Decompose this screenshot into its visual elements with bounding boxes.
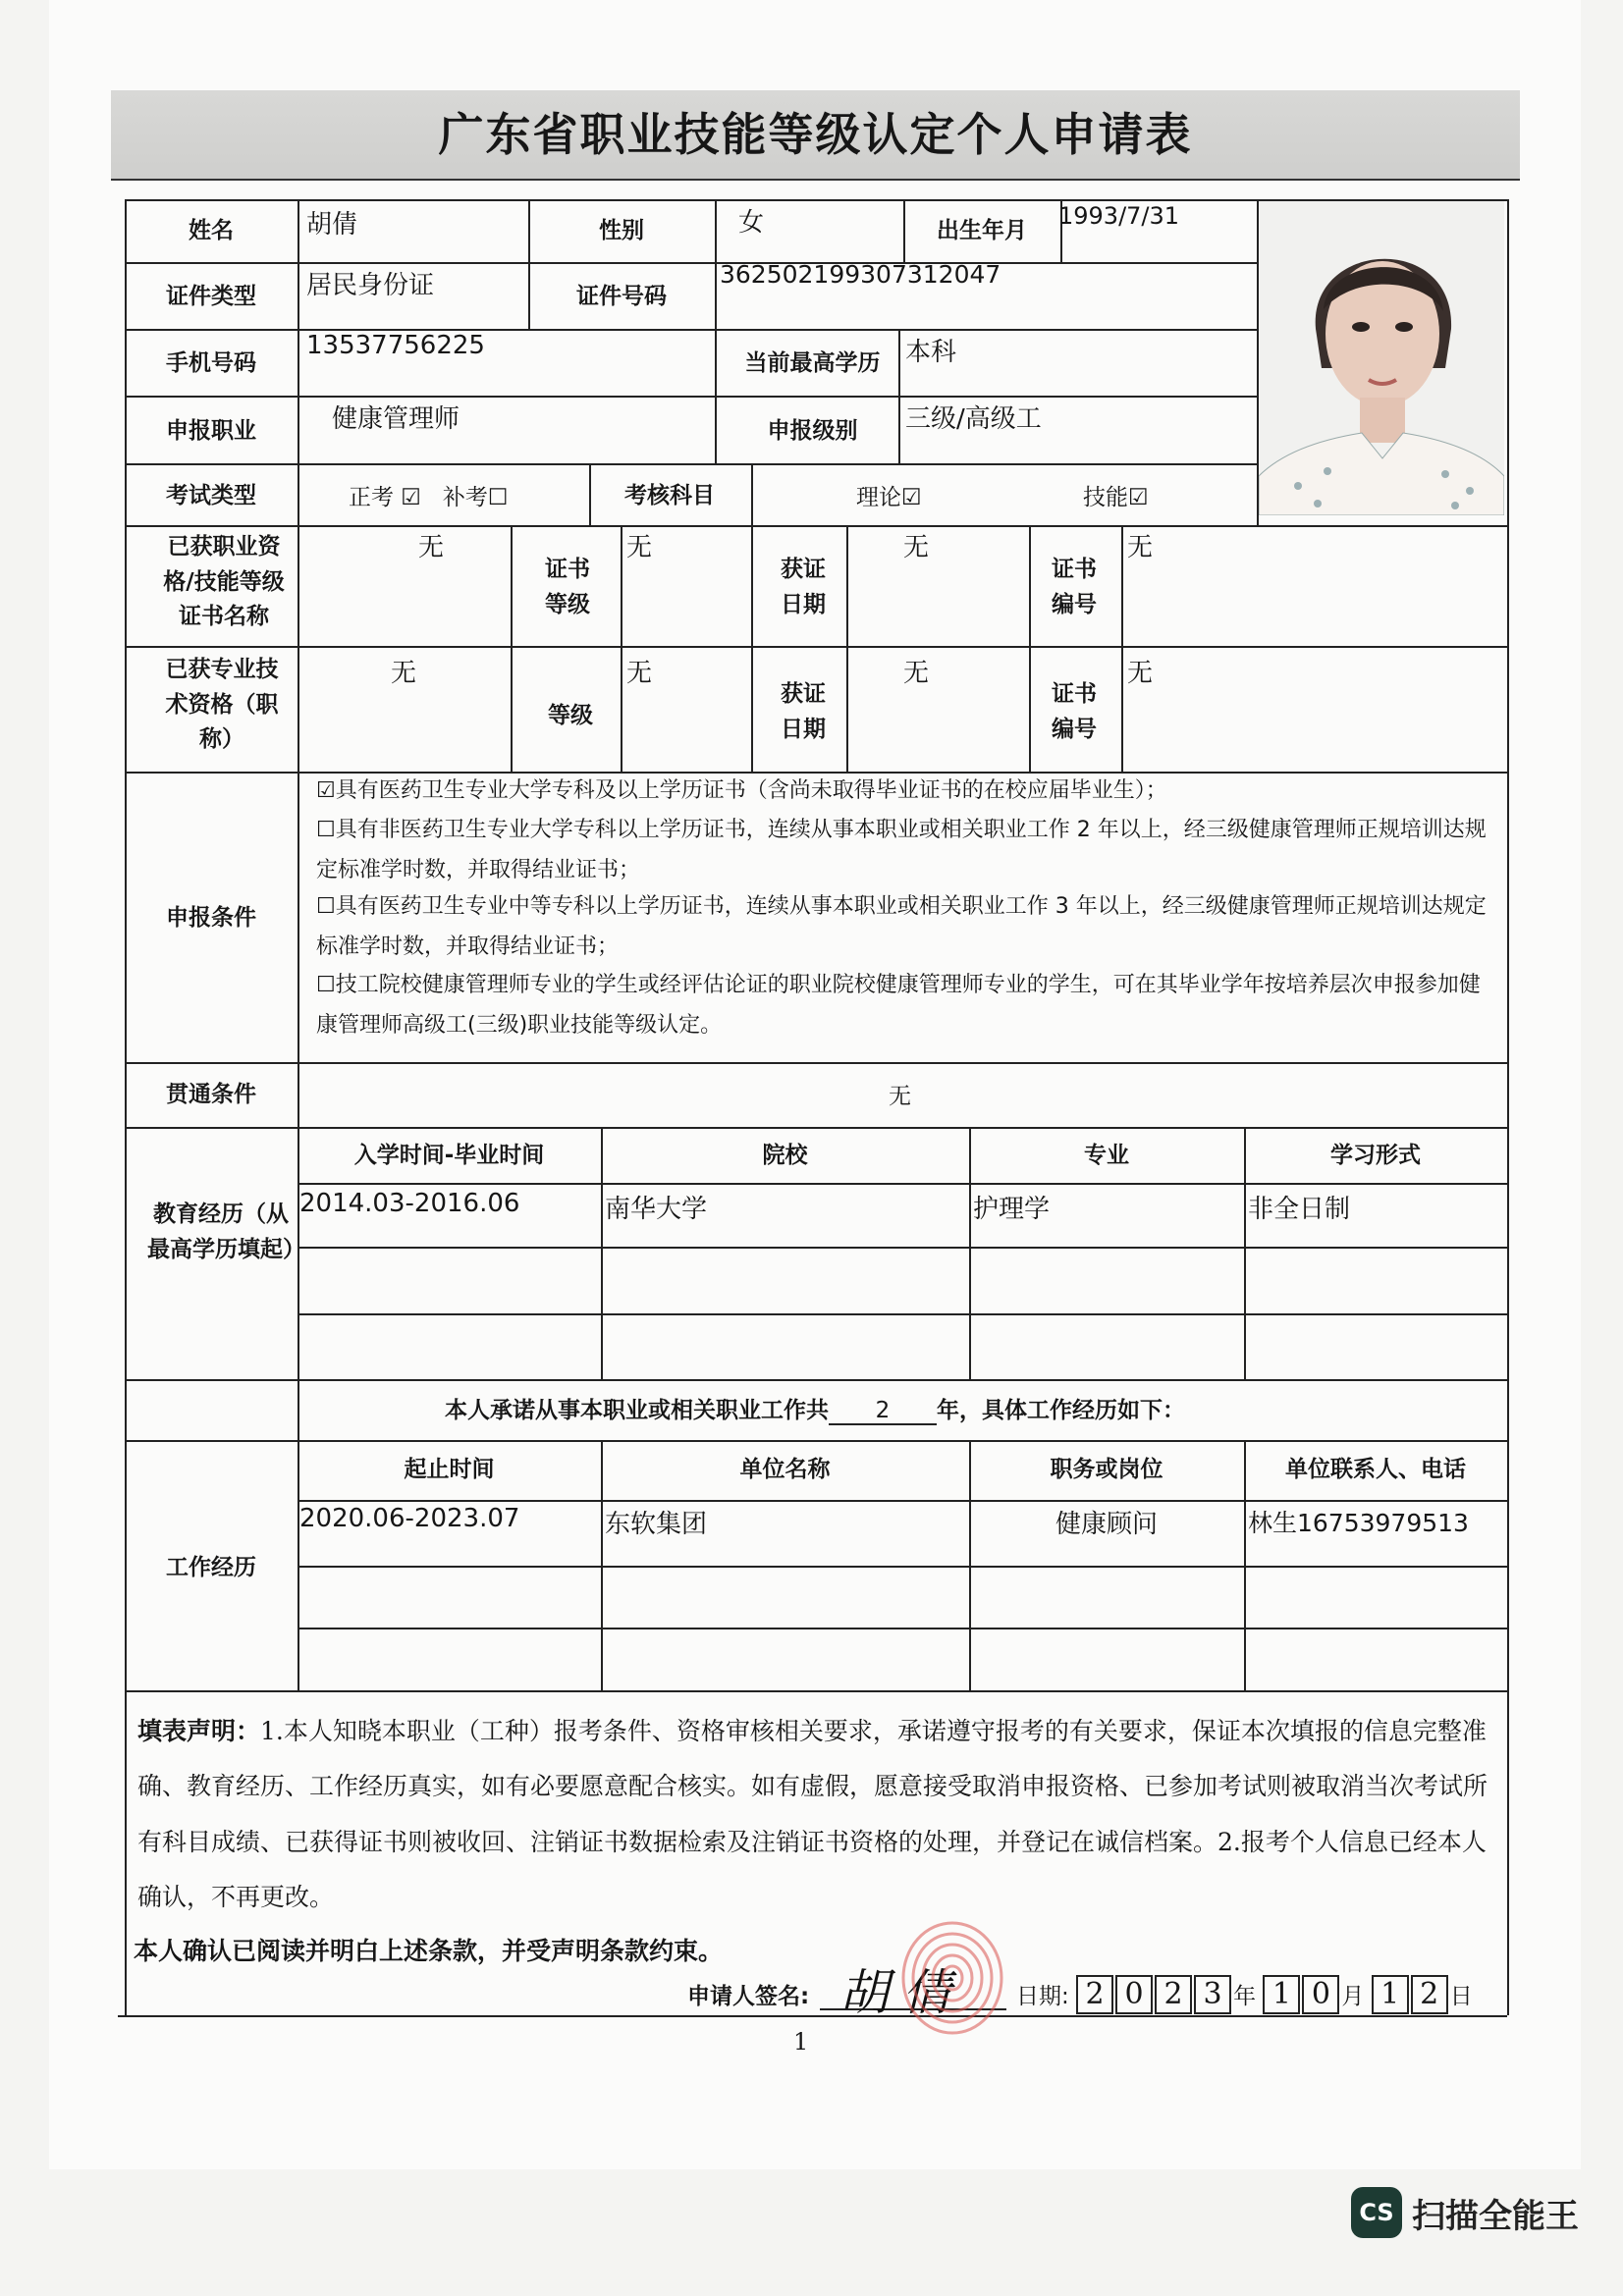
date-digit-box: 1 [1372, 1975, 1409, 2014]
page-number: 1 [793, 2028, 809, 2056]
date-digit-box: 1 [1263, 1975, 1300, 2014]
grid-line [125, 1440, 1507, 1442]
grid-line [125, 1127, 1507, 1129]
edu-label: 当前最高学历 [744, 350, 881, 376]
education-header-major: 专业 [1084, 1143, 1129, 1168]
grid-line [846, 525, 848, 772]
table-border-left [125, 199, 127, 2015]
grid-line [1029, 525, 1031, 772]
day-unit: 日 [1449, 1984, 1473, 2009]
name-value: 胡倩 [306, 210, 358, 240]
cert2-no-value: 无 [1127, 659, 1154, 688]
declaration-body: 1.本人知晓本职业（工种）报考条件、资格审核相关要求，承诺遵守报考的有关要求，保证本次填报的信息完整准确、教育经历、工作经历真实，如有必要愿意配合核实。如有虚假，愿意接受取消申报资格、已参加考试则被取消当次考试所有科目成绩、已获得证书则被收回、注销证书数据检索及注销证书资格的处理，并登记在诚信档案。2.报考个人信息已经本人确认，不再更改。 [137, 1717, 1488, 1911]
phone-value: 13537756225 [306, 331, 485, 360]
grid-line [298, 1566, 1507, 1568]
education-header-period: 入学时间-毕业时间 [353, 1143, 545, 1168]
edu-value: 本科 [905, 338, 957, 367]
grid-line [298, 1628, 1507, 1629]
id-no-value: 362502199307312047 [720, 260, 1001, 289]
gender-label: 性别 [599, 218, 644, 243]
year-unit: 年 [1233, 1984, 1257, 2009]
gender-value: 女 [738, 208, 765, 238]
cert1-name-value: 无 [418, 533, 445, 562]
date-digit-box: 0 [1302, 1975, 1339, 2014]
grid-line [621, 525, 622, 772]
grid-line [751, 525, 753, 772]
cert1-date-label: 获证日期 [781, 557, 826, 617]
grid-line [511, 525, 513, 772]
cert2-date-label: 获证日期 [781, 681, 826, 742]
month-unit: 月 [1341, 1984, 1365, 2009]
scanner-brand [1351, 2187, 1579, 2238]
occupation-value: 健康管理师 [332, 404, 460, 434]
cert2-grade-label: 等级 [548, 703, 593, 728]
grid-line [751, 463, 753, 525]
level-label: 申报级别 [767, 418, 858, 444]
work-company: 东软集团 [605, 1510, 708, 1539]
education-header-school: 院校 [762, 1143, 808, 1168]
date-day [1372, 1977, 1450, 2011]
applicant-photo [1259, 201, 1504, 515]
table-border-right [1507, 199, 1509, 2015]
cert1-grade-label: 证书等级 [545, 557, 590, 617]
grid-line [1121, 525, 1123, 772]
grid-line [125, 646, 1507, 648]
birth-label: 出生年月 [937, 218, 1027, 243]
grid-line [298, 1247, 1507, 1249]
condition-2: ☐具有非医药卫生专业大学专科以上学历证书，连续从事本职业或相关职业工作 2 年以上，经三级健康管理师正规培训达规定标准学时数，并取得结业证书； [316, 818, 1487, 882]
transfer-value: 无 [889, 1084, 911, 1109]
work-contact: 林生16753979513 [1248, 1509, 1469, 1537]
id-type-value: 居民身份证 [306, 271, 435, 300]
grid-line [298, 1500, 1507, 1502]
condition-1: ☑具有医药卫生专业大学专科及以上学历证书（含尚未取得毕业证书的在校应届毕业生）； [316, 778, 1167, 803]
exam-type-value: 正考 ☑ 补考☐ [349, 485, 509, 510]
portrait-image [1259, 201, 1504, 515]
title-banner [111, 90, 1520, 181]
education-mode: 非全日制 [1248, 1195, 1351, 1224]
grid-line [125, 396, 1257, 398]
grid-line [298, 1183, 1507, 1185]
work-header-period: 起止时间 [404, 1457, 495, 1482]
cert1-no-value: 无 [1127, 533, 1154, 562]
education-header-mode: 学习形式 [1330, 1143, 1421, 1168]
grid-line [125, 1690, 1507, 1692]
work-header-contact: 单位联系人、电话 [1285, 1457, 1466, 1482]
cert2-name-value: 无 [391, 659, 417, 688]
date-digit-box: 2 [1155, 1975, 1192, 2014]
transfer-label: 贯通条件 [166, 1082, 256, 1107]
grid-line [125, 262, 1257, 264]
level-value: 三级/高级工 [905, 404, 1042, 434]
exam-type-label: 考试类型 [166, 483, 256, 508]
grid-line [125, 463, 1257, 465]
work-promise-prefix: 本人承诺从事本职业或相关职业工作共 [445, 1398, 829, 1423]
declaration-text [137, 1704, 1492, 1925]
signature-handwriting: 胡倩 [839, 1964, 965, 2021]
declaration-confirm: 本人确认已阅读并明白上述条款，并受声明条款约束。 [134, 1937, 724, 1965]
work-period: 2020.06-2023.07 [299, 1504, 520, 1533]
cert2-grade-value: 无 [626, 659, 653, 688]
grid-line [898, 329, 900, 463]
date-digit-box: 0 [1115, 1975, 1153, 2014]
subject-label: 考核科目 [624, 483, 715, 508]
education-period: 2014.03-2016.06 [299, 1189, 520, 1218]
skill-checkbox: 技能☑ [1083, 485, 1149, 510]
signature-label: 申请人签名: [687, 1984, 810, 2009]
date-month [1263, 1977, 1341, 2011]
grid-line [298, 1313, 1507, 1315]
date-digit-box: 2 [1411, 1975, 1448, 2014]
date-digit-box: 2 [1076, 1975, 1113, 2014]
work-label: 工作经历 [166, 1555, 256, 1580]
education-school: 南华大学 [605, 1195, 708, 1224]
work-years-value: 2 [829, 1398, 937, 1425]
work-header-company: 单位名称 [739, 1457, 831, 1482]
signature-field [820, 1953, 1006, 2021]
education-label: 教育经历（从最高学历填起） [147, 1201, 305, 1262]
declaration-lead: 填表声明： [137, 1717, 261, 1745]
theory-checkbox: 理论☑ [856, 485, 922, 510]
cert2-date-value: 无 [903, 659, 930, 688]
grid-line [715, 329, 717, 463]
fingerprint-stamp [889, 1914, 1016, 2042]
id-type-label: 证件类型 [166, 284, 256, 309]
phone-label: 手机号码 [166, 350, 256, 376]
brand-logo: CS [1351, 2187, 1402, 2238]
cert1-date-value: 无 [903, 533, 930, 562]
occupation-label: 申报职业 [166, 418, 256, 444]
signature-date [1016, 1975, 1473, 2014]
condition-3: ☐具有医药卫生专业中等专科以上学历证书，连续从事本职业或相关职业工作 3 年以上，经三级健康管理师正规培训达规定标准学时数，并取得结业证书； [316, 894, 1487, 959]
work-position: 健康顾问 [1055, 1510, 1159, 1539]
id-no-label: 证件号码 [576, 284, 667, 309]
table-border-bottom [118, 2015, 1507, 2017]
birth-value: 1993/7/31 [1058, 202, 1180, 230]
grid-line [125, 525, 1507, 527]
cert1-label: 已获职业资格/技能等级证书名称 [163, 534, 285, 630]
date-year [1076, 1977, 1233, 2011]
work-header-position: 职务或岗位 [1050, 1457, 1163, 1482]
brand-name: 扫描全能王 [1412, 2196, 1579, 2236]
grid-line [715, 199, 717, 329]
date-digit-box: 3 [1194, 1975, 1231, 2014]
grid-line [125, 1379, 1507, 1381]
cert1-grade-value: 无 [626, 533, 653, 562]
cert2-label: 已获专业技术资格（职称） [165, 657, 279, 753]
grid-line [125, 1062, 1507, 1064]
cert2-no-label: 证书编号 [1052, 681, 1097, 742]
condition-4: ☐技工院校健康管理师专业的学生或经评估论证的职业院校健康管理师专业的学生，可在其毕业学年按培养层次申报参加健康管理师高级工(三级)职业技能等级认定。 [316, 973, 1481, 1038]
conditions-label: 申报条件 [166, 905, 256, 931]
education-major: 护理学 [973, 1195, 1051, 1224]
date-label: 日期: [1016, 1984, 1069, 2009]
grid-line [125, 329, 1257, 331]
work-promise-suffix: 年，具体工作经历如下： [937, 1398, 1185, 1423]
cert1-no-label: 证书编号 [1052, 557, 1097, 617]
page-title: 广东省职业技能等级认定个人申请表 [438, 108, 1193, 161]
name-label: 姓名 [189, 218, 234, 243]
work-promise [128, 1392, 1502, 1425]
